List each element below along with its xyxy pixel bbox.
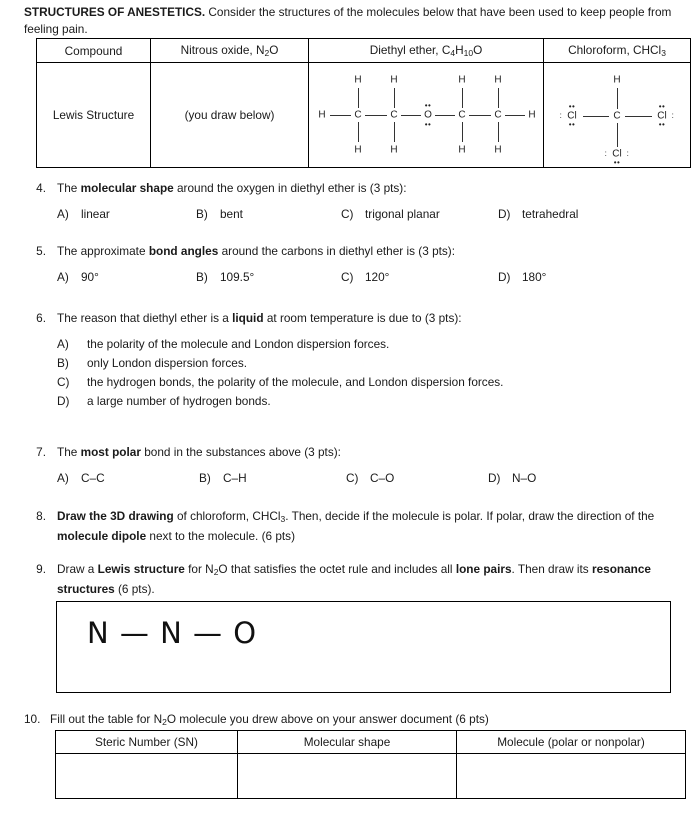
bond [330,115,351,116]
diethyl-ether-diagram [312,70,540,160]
lone-pair-dots: : [559,111,563,120]
lone-pair-dots: •• [568,120,576,129]
bond [498,88,499,108]
option-label: B) [199,470,211,485]
option-b[interactable] [196,206,243,223]
stem-part: The reason that diethyl ether is a [57,311,233,325]
lone-pair-dots: : [626,149,630,158]
question-stem [57,310,676,327]
option-text: tetrahedral [522,206,579,221]
atom-h: H [354,144,362,156]
col-header-chloroform: Chloroform, CHCl$_3$ [544,39,691,63]
q10-table [55,730,686,799]
option-label: C) [57,374,70,389]
option-text: N–O [512,470,537,485]
atom-c: C [390,109,398,121]
option-a[interactable] [57,206,110,223]
stem-part: next to the molecule. (6 pts) [146,528,295,543]
bond [394,88,395,108]
option-d[interactable] [498,269,546,286]
option-b[interactable] [196,269,254,286]
bond [394,122,395,142]
option-d[interactable] [498,206,578,223]
question-number: 7. [36,445,46,459]
atom-cl: Cl [612,148,622,160]
option-text: a large number of hydrogen bonds. [87,393,271,408]
bond [505,115,525,116]
option-label: D) [488,470,501,485]
chloroform-diagram [547,66,687,167]
option-label: C) [346,470,359,485]
question-10-caption [24,712,489,727]
option-d[interactable] [488,470,536,487]
question-stem [57,180,676,197]
compound-table [36,38,691,168]
option-label: B) [57,355,69,370]
bond [365,115,387,116]
draw-below-note: (you draw below) [184,108,275,122]
stem-part: Draw a [57,562,98,576]
stem-part: of chloroform, CHCl$_3$. Then, decide if the molecule is polar. If polar, draw the direction of the [173,509,655,525]
question-7-options [57,470,676,487]
stem-part: (6 pts). [114,581,155,596]
table-row [37,39,691,63]
option-text: C–H [223,470,247,485]
question-4 [24,180,676,223]
stem-emphasis: molecular shape [80,181,174,195]
bond [469,115,491,116]
option-label: D) [498,269,511,284]
stem-emphasis: Lewis structure [97,562,185,576]
option-label: B) [196,269,208,284]
n2o-drawing: N — N — O [87,616,258,650]
stem-part: bond in the substances above (3 pts): [140,445,341,459]
option-text: trigonal planar [365,206,440,221]
option-label: A) [57,269,69,284]
option-label: D) [57,393,70,408]
col-header-molecular-shape: Molecular shape [238,731,457,754]
col-header-nitrous-oxide: Nitrous oxide, $N_2O$ [151,39,309,63]
stem-emphasis: resonance structures [57,562,651,596]
atom-c: C [613,110,621,122]
cell-chloroform-structure [544,63,691,168]
stem-emphasis: most polar [80,445,141,459]
question-5 [24,243,676,286]
lone-pair-dots: •• [658,102,666,111]
subscript: 3 [661,48,666,59]
option-c[interactable] [57,374,676,393]
lone-pair-dots: •• [613,158,621,167]
option-text: C–O [370,470,395,485]
atom-h: H [528,109,536,121]
atom-c: C [458,109,466,121]
lone-pair-dots: •• [424,101,432,110]
question-stem [57,243,676,260]
row-label: Lewis Structure [52,108,135,122]
cell-steric-number[interactable] [56,754,238,799]
question-stem [57,444,676,461]
atom-h: H [458,144,466,156]
option-label: C) [341,269,354,284]
cell-diethyl-ether-structure [309,63,544,168]
question-number: 6. [36,311,46,325]
subscript: 2 [264,48,270,59]
atom-cl: Cl [567,110,577,122]
atom-h: H [390,144,398,156]
atom-h: H [458,74,466,86]
atom-h: H [318,109,326,121]
stem-emphasis: molecule dipole [57,528,147,543]
option-label: D) [498,206,511,221]
option-c[interactable] [341,206,440,223]
option-text: only London dispersion forces. [87,355,248,370]
atom-cl: Cl [657,110,667,122]
header-label: Compound [64,43,123,58]
question-stem [57,508,676,544]
question-number: 9. [36,562,46,576]
bond [617,123,618,147]
stem-part: The [57,445,81,459]
subscript: 4 [450,48,456,59]
bond [462,122,463,142]
table-row [56,731,686,754]
atom-h: H [390,74,398,86]
option-text: 120° [365,269,390,284]
bond [625,116,652,117]
cell-polarity[interactable] [457,754,686,799]
option-a[interactable] [57,336,676,355]
q9-answer-box[interactable] [56,601,671,693]
bond [401,115,421,116]
option-c[interactable] [346,470,394,487]
subscript: 2 [213,567,219,578]
question-number: 10. [24,712,41,726]
col-header-compound [37,39,151,63]
question-number: 4. [36,181,46,195]
option-text: C–C [81,470,105,485]
subscript: 2 [162,717,167,728]
option-b[interactable] [199,470,247,487]
cell-n2o-placeholder [151,63,309,168]
question-6-options [57,336,676,412]
intro-paragraph [24,4,674,37]
option-text: the polarity of the molecule and London dispersion forces. [87,336,390,351]
option-label: C) [341,206,354,221]
lone-pair-dots: •• [424,120,432,129]
stem-part: The approximate [57,244,149,258]
stem-part: around the carbons in diethyl ether is (3 pts): [218,244,456,258]
question-number: 5. [36,244,46,258]
atom-h: H [613,74,621,86]
option-text: 180° [522,269,547,284]
lone-pair-dots: •• [568,102,576,111]
stem-emphasis: lone pairs [455,562,512,576]
question-stem [57,561,676,597]
option-b[interactable] [57,355,676,374]
question-5-options [57,269,676,286]
subscript: 10 [463,48,474,59]
question-7 [24,444,676,487]
option-text: 109.5° [220,269,255,284]
option-d[interactable] [57,393,676,412]
bond [358,88,359,108]
question-number: 8. [36,509,46,523]
option-text: bent [220,206,243,221]
row-label-lewis-structure [37,63,151,168]
col-header-diethyl-ether: Diethyl ether, $C_4H_{10}O$ [309,39,544,63]
question-8 [24,508,676,544]
col-header-polarity: Molecule (polar or nonpolar) [457,731,686,754]
bond [583,116,609,117]
subscript: 3 [280,514,286,525]
atom-c: C [354,109,362,121]
option-label: A) [57,470,69,485]
atom-h: H [354,74,362,86]
option-c[interactable] [341,269,389,286]
atom-o: O [424,109,432,121]
lone-pair-dots: : [604,149,608,158]
caption-text: Fill out the table for $N_2O$ molecule you drew above on your answer document (6 pts) [50,712,489,728]
bond [498,122,499,142]
table-row [37,63,691,168]
col-header-steric-number: Steric Number (SN) [56,731,238,754]
stem-part: . Then draw its [511,562,589,576]
atom-h: H [494,144,502,156]
stem-part: for $N_2O$ that satisfies the octet rule and includes all [184,562,456,578]
bond [617,88,618,109]
intro-title: STRUCTURES OF ANESTETICS. [24,5,206,19]
stem-part: at room temperature is due to (3 pts): [263,311,462,325]
table-row [56,754,686,799]
bond [358,122,359,142]
option-text: 90° [81,269,99,284]
lone-pair-dots: •• [658,120,666,129]
stem-part: The [57,181,81,195]
question-6 [24,310,676,412]
option-text: linear [81,206,110,221]
option-label: A) [57,336,69,351]
intro-text: Consider the structures of the molecules below that have been used to keep people from feeling pain. [24,5,672,36]
option-text: the hydrogen bonds, the polarity of the molecule, and London dispersion forces. [87,374,504,389]
question-4-options [57,206,676,223]
option-a[interactable] [57,269,99,286]
option-a[interactable] [57,470,105,487]
option-label: B) [196,206,208,221]
stem-emphasis: Draw the 3D drawing [57,509,174,523]
atom-h: H [494,74,502,86]
option-label: A) [57,206,69,221]
atom-c: C [494,109,502,121]
question-9 [24,561,676,597]
bond [462,88,463,108]
lone-pair-dots: : [671,111,675,120]
bond [435,115,455,116]
stem-part: around the oxygen in diethyl ether is (3 pts): [173,181,407,195]
stem-emphasis: liquid [232,311,264,325]
cell-molecular-shape[interactable] [238,754,457,799]
stem-emphasis: bond angles [148,244,219,258]
